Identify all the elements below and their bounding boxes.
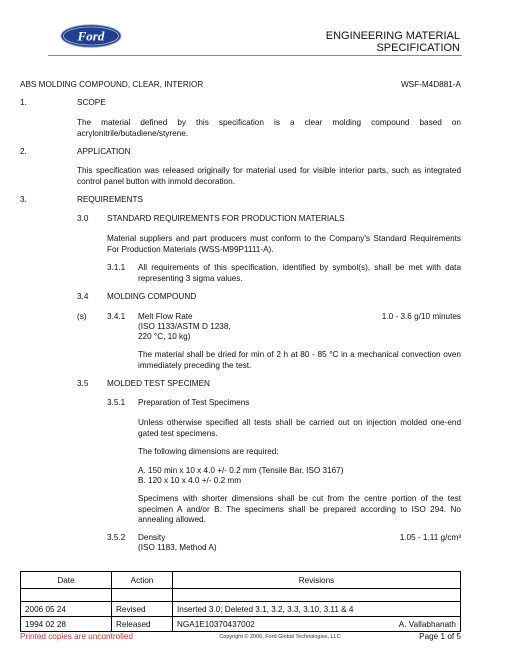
specimen-text: The following dimensions are required: — [138, 447, 279, 456]
section-number: 2. — [20, 147, 27, 156]
doc-subject: ABS MOLDING COMPOUND, CLEAR, INTERIOR — [20, 80, 204, 89]
ford-logo — [60, 24, 122, 48]
clause-number: 3.1.1 — [107, 263, 126, 272]
section-title: APPLICATION — [77, 147, 131, 156]
clause-number: 3.5.1 — [107, 398, 126, 407]
clause-number: 3.4.1 — [107, 312, 126, 321]
standard-requirements-text: Material suppliers and part producers must conform to the Company's Standard Requirements For Production Materials (WSS-M99P1111-A). — [107, 234, 461, 254]
subsection-number: 3.5 — [77, 379, 89, 388]
property-value: 1.05 - 1.11 g/cm³ — [399, 533, 461, 542]
subsection-title: MOLDING COMPOUND — [107, 292, 197, 301]
section-number: 1. — [20, 98, 27, 107]
subsection-number: 3.4 — [77, 292, 89, 301]
specimen-dimension: B. 120 x 10 x 4.0 +/- 0.2 mm — [138, 476, 242, 485]
column-header-revisions: Revisions — [173, 572, 461, 589]
scope-text: The material defined by this specification is a clear molding compound based on acrylonitrile/butadiene/styrene. — [77, 118, 461, 138]
subsection-title: MOLDED TEST SPECIMEN — [107, 379, 210, 388]
column-header-action: Action — [112, 572, 173, 589]
specimen-text: Unless otherwise specified all tests shall be carried out on injection molded one-end gated test specimens. — [138, 418, 461, 438]
application-text: This specification was released originally for material used for visible interior parts, such as integrated control panel button with inmold decoration. — [77, 166, 461, 186]
page-number: Page 1 of 5 — [419, 632, 461, 641]
test-method: (ISO 1133/ASTM D 1238, — [138, 322, 231, 331]
property-name: Melt Flow Rate — [138, 312, 193, 321]
drying-note: The material shall be dried for min of 2 h at 80 - 85 °C in a mechanical convection oven immediately preceding the test. — [138, 350, 461, 370]
table-row — [21, 602, 461, 617]
table-row — [21, 589, 461, 602]
section-title: REQUIREMENTS — [77, 195, 143, 204]
revision-description: Inserted 3.0; Deleted 3.1, 3.2, 3.3, 3.10, 3.11 & 4 — [173, 602, 461, 617]
clause-number: 3.5.2 — [107, 533, 126, 542]
requirement-symbol: (s) — [77, 312, 87, 321]
document-title: ENGINEERING MATERIAL SPECIFICATION — [325, 30, 460, 54]
copyright-notice: Copyright © 2006, Ford Global Technologies, LLC — [219, 634, 341, 640]
revision-description: NGA1E10370437002 — [173, 617, 363, 632]
table-row — [21, 617, 461, 632]
test-method: 220 °C, 10 kg) — [138, 332, 191, 341]
subsection-number: 3.0 — [77, 214, 89, 223]
revision-action: Released — [112, 617, 173, 632]
spec-number: WSF-M4D881-A — [400, 80, 461, 89]
column-header-date: Date — [21, 572, 112, 589]
sigma-requirement-text: All requirements of this specification, identified by symbol(s), shall be met with data representing 3 sigma values. — [138, 263, 461, 283]
revision-author: A. Vallabhanath — [362, 617, 461, 632]
section-title: SCOPE — [77, 98, 106, 107]
property-name: Density — [138, 533, 166, 542]
logo-text: Ford — [77, 28, 105, 44]
uncontrolled-copy-note: Printed copies are uncontrolled — [20, 632, 133, 641]
header-rule — [48, 55, 462, 56]
revision-action: Revised — [112, 602, 173, 617]
revision-date: 2006 05 24 — [21, 602, 112, 617]
specimen-text: Specimens with shorter dimensions shall be cut from the centre portion of the test specimen A and/or B. The specimens shall be prepared according to ISO 294. No annealing allowed. — [138, 494, 461, 524]
revision-date: 1994 02 28 — [21, 617, 112, 632]
revisions-table — [20, 571, 461, 632]
specimen-dimension: A. 150 min x 10 x 4.0 +/- 0.2 mm (Tensile Bar, ISO 3167) — [138, 466, 344, 475]
clause-title: Preparation of Test Specimens — [138, 398, 250, 407]
property-value: 1.0 - 3.6 g/10 minutes — [381, 312, 461, 321]
subsection-title: STANDARD REQUIREMENTS FOR PRODUCTION MATERIALS — [107, 214, 345, 223]
section-number: 3. — [20, 195, 27, 204]
test-method: (ISO 1183, Method A) — [138, 543, 217, 552]
